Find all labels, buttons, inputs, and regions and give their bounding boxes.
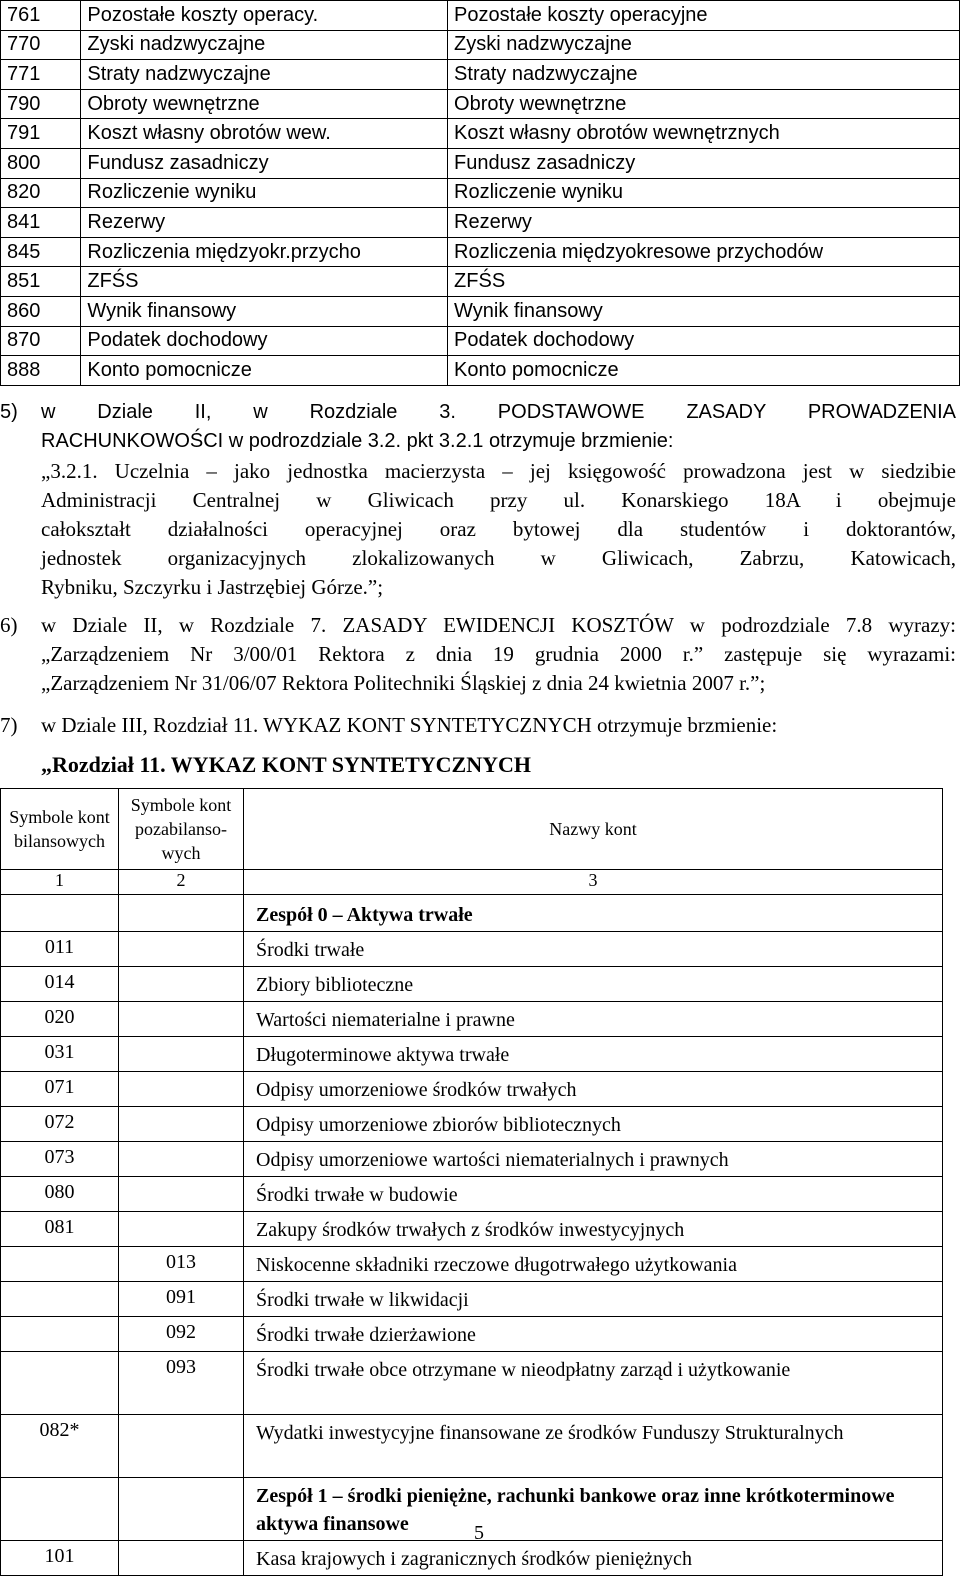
column-number-row [1,870,943,895]
item-number: 7) [0,713,18,737]
account-code: 851 [1,267,81,297]
account-full-name: Pozostałe koszty operacyjne [448,1,960,31]
column-number: 3 [244,870,943,895]
account-code: 790 [1,89,81,119]
table-row [1,1,960,31]
header-balance-symbols: Symbole kont bilansowych [1,789,119,870]
table-row [1,60,960,90]
account-full-name: Rozliczenie wyniku [448,178,960,208]
p5-line-5: całokształt działalności operacyjnej oraz bytowej dla studentów i doktorantów, [41,517,956,541]
account-short-name: Rozliczenie wyniku [81,178,448,208]
table-row [1,89,960,119]
account-code: 791 [1,119,81,149]
account-name: Środki trwałe obce otrzymane w nieodpłatny zarząd i użytkowanie [244,1352,943,1415]
balance-account-code: 014 [1,967,119,1002]
balance-account-code: 071 [1,1072,119,1107]
table-row [1,1072,943,1107]
offbalance-account-code [119,895,244,932]
offbalance-account-code [119,1002,244,1037]
balance-account-code [1,1317,119,1352]
account-code: 770 [1,30,81,60]
account-name: Wydatki inwestycyjne finansowane ze środków Funduszy Strukturalnych [244,1415,943,1478]
balance-account-code: 082* [1,1415,119,1478]
account-full-name: Rezerwy [448,208,960,238]
offbalance-account-code [119,1415,244,1478]
table-row [1,237,960,267]
account-full-name: Konto pomocnicze [448,356,960,386]
table-row [1,208,960,238]
offbalance-account-code: 013 [119,1247,244,1282]
account-code: 870 [1,326,81,356]
account-full-name: Podatek dochodowy [448,326,960,356]
account-group-name: Zespół 1 – środki pieniężne, rachunki bankowe oraz inne krótkoterminowe aktywa finansowe [244,1478,943,1541]
p5-line-2: RACHUNKOWOŚCI w podrozdziale 3.2. pkt 3.2.1 otrzymuje brzmienie: [41,430,674,452]
item-number: 6) [0,613,18,637]
page-number: 5 [474,1522,484,1544]
account-name: Zakupy środków trwałych z środków inwestycyjnych [244,1212,943,1247]
account-full-name: Fundusz zasadniczy [448,148,960,178]
account-full-name: Wynik finansowy [448,296,960,326]
balance-account-code: 011 [1,932,119,967]
account-short-name: Zyski nadzwyczajne [81,30,448,60]
balance-account-code: 073 [1,1142,119,1177]
account-short-name: Pozostałe koszty operacy. [81,1,448,31]
account-name: Długoterminowe aktywa trwałe [244,1037,943,1072]
account-short-name: Straty nadzwyczajne [81,60,448,90]
balance-account-code [1,895,119,932]
balance-account-code [1,1282,119,1317]
account-table [0,788,943,1576]
account-code: 771 [1,60,81,90]
account-short-name: ZFŚS [81,267,448,297]
account-short-name: Rozliczenia międzyokr.przycho [81,237,448,267]
table-row [1,1478,943,1541]
offbalance-account-code: 092 [119,1317,244,1352]
p6-line-2: „Zarządzeniem Nr 3/00/01 Rektora z dnia 19 grudnia 2000 r.” zastępuje się wyrazami: [41,642,956,666]
balance-account-code: 101 [1,1541,119,1576]
p5-line-3: „3.2.1. Uczelnia – jako jednostka macierzysta – jej księgowość prowadzona jest w siedzibie [41,459,956,483]
p6-line-3: „Zarządzeniem Nr 31/06/07 Rektora Politechniki Śląskiej z dnia 24 kwietnia 2007 r.”; [41,671,766,695]
column-number: 2 [119,870,244,895]
account-table-top [0,0,960,386]
offbalance-account-code [119,932,244,967]
account-code: 800 [1,148,81,178]
account-name: Zbiory biblioteczne [244,967,943,1002]
p6-line-1: w Dziale II, w Rozdziale 7. ZASADY EWIDENCJI KOSZTÓW w podrozdziale 7.8 wyrazy: [41,613,956,637]
offbalance-account-code [119,1142,244,1177]
account-short-name: Wynik finansowy [81,296,448,326]
account-name: Odpisy umorzeniowe wartości niematerialnych i prawnych [244,1142,943,1177]
account-group-name: Zespół 0 – Aktywa trwałe [244,895,943,932]
header-account-names: Nazwy kont [244,789,943,870]
balance-account-code [1,1478,119,1541]
table-row [1,1037,943,1072]
table-row [1,1317,943,1352]
table-row [1,1002,943,1037]
account-short-name: Podatek dochodowy [81,326,448,356]
table-row [1,326,960,356]
balance-account-code: 080 [1,1177,119,1212]
account-full-name: Rozliczenia międzyokresowe przychodów [448,237,960,267]
account-code: 845 [1,237,81,267]
p5-line-6: jednostek organizacyjnych zlokalizowanych w Gliwicach, Zabrzu, Katowicach, [41,546,956,570]
account-short-name: Koszt własny obrotów wew. [81,119,448,149]
table-row [1,1142,943,1177]
account-full-name: Obroty wewnętrzne [448,89,960,119]
account-full-name: Straty nadzwyczajne [448,60,960,90]
offbalance-account-code [119,1107,244,1142]
table-row [1,267,960,297]
account-name: Wartości niematerialne i prawne [244,1002,943,1037]
account-full-name: Zyski nadzwyczajne [448,30,960,60]
table-header-row [1,789,943,870]
table-row [1,895,943,932]
account-code: 888 [1,356,81,386]
p7-line-1: w Dziale III, Rozdział 11. WYKAZ KONT SYNTETYCZNYCH otrzymuje brzmienie: [41,713,778,737]
account-short-name: Obroty wewnętrzne [81,89,448,119]
account-short-name: Fundusz zasadniczy [81,148,448,178]
table-row [1,296,960,326]
table-row [1,1282,943,1317]
table-row [1,1107,943,1142]
chapter-heading: „Rozdział 11. WYKAZ KONT SYNTETYCZNYCH [41,752,531,777]
offbalance-account-code: 091 [119,1282,244,1317]
offbalance-account-code: 093 [119,1352,244,1415]
account-full-name: Koszt własny obrotów wewnętrznych [448,119,960,149]
item-number: 5) [0,401,18,423]
table-row [1,967,943,1002]
account-name: Niskocenne składniki rzeczowe długotrwałego użytkowania [244,1247,943,1282]
balance-account-code: 020 [1,1002,119,1037]
table-row [1,1212,943,1247]
table-row [1,148,960,178]
balance-account-code: 081 [1,1212,119,1247]
offbalance-account-code [119,1037,244,1072]
account-name: Odpisy umorzeniowe zbiorów bibliotecznych [244,1107,943,1142]
header-offbalance-symbols: Symbole kont pozabilanso-wych [119,789,244,870]
account-short-name: Rezerwy [81,208,448,238]
balance-account-code [1,1352,119,1415]
account-name: Środki trwałe w budowie [244,1177,943,1212]
table-row [1,356,960,386]
table-row [1,1177,943,1212]
balance-account-code: 031 [1,1037,119,1072]
offbalance-account-code [119,1478,244,1541]
account-name: Środki trwałe w likwidacji [244,1282,943,1317]
offbalance-account-code [119,1072,244,1107]
table-row [1,1247,943,1282]
table-row [1,178,960,208]
p5-line-4: Administracji Centralnej w Gliwicach przy ul. Konarskiego 18A i obejmuje [41,488,956,512]
account-code: 841 [1,208,81,238]
account-code: 761 [1,1,81,31]
account-full-name: ZFŚS [448,267,960,297]
column-number: 1 [1,870,119,895]
table-row [1,1541,943,1576]
account-name: Odpisy umorzeniowe środków trwałych [244,1072,943,1107]
account-code: 820 [1,178,81,208]
offbalance-account-code [119,1541,244,1576]
offbalance-account-code [119,1212,244,1247]
table-row [1,30,960,60]
balance-account-code [1,1247,119,1282]
p5-line-1: w Dziale II, w Rozdziale 3. PODSTAWOWE ZASADY PROWADZENIA [41,401,956,423]
balance-account-code: 072 [1,1107,119,1142]
table-row [1,1352,943,1415]
account-name: Środki trwałe dzierżawione [244,1317,943,1352]
p5-line-7: Rybniku, Szczyrku i Jastrzębiej Górze.”; [41,575,384,599]
account-name: Kasa krajowych i zagranicznych środków pieniężnych [244,1541,943,1576]
offbalance-account-code [119,967,244,1002]
account-short-name: Konto pomocnicze [81,356,448,386]
table-row [1,932,943,967]
offbalance-account-code [119,1177,244,1212]
account-code: 860 [1,296,81,326]
table-row [1,119,960,149]
account-name: Środki trwałe [244,932,943,967]
table-row [1,1415,943,1478]
